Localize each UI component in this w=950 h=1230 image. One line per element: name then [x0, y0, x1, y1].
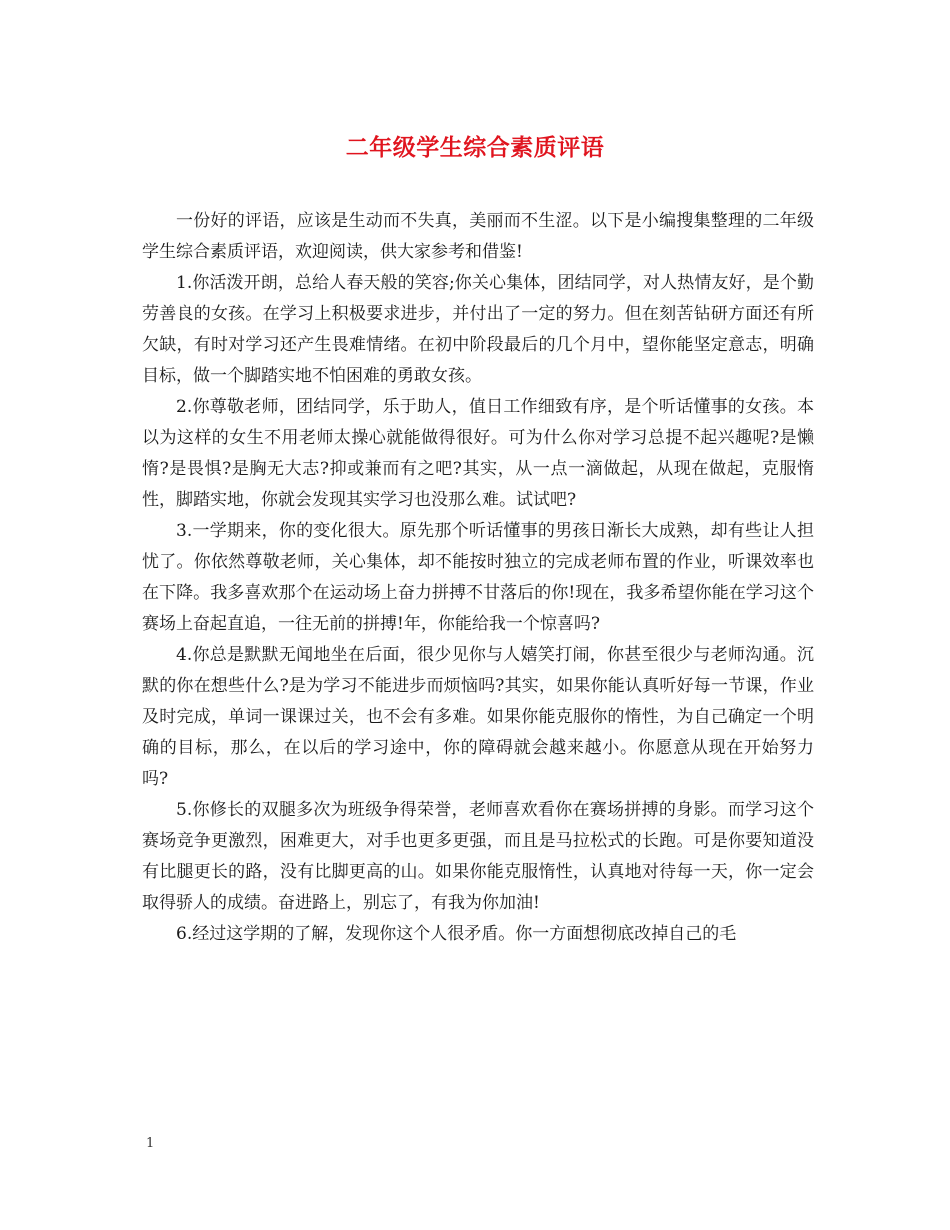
comment-paragraph-2: 2.你尊敬老师，团结同学，乐于助人，值日工作细致有序，是个听话懂事的女孩。本以为这样的女生不用老师太操心就能做得很好。可为什么你对学习总提不起兴趣呢?是懒惰?是畏惧?是胸无大志?抑或兼而有之吧?其实，从一点一滴做起，从现在做起，克服惰性，脚踏实地，你就会发现其实学习也没那么难。试试吧?: [142, 397, 814, 510]
comment-paragraph-1: 1.你活泼开朗，总给人春天般的笑容;你关心集体，团结同学，对人热情友好，是个勤劳善良的女孩。在学习上积极要求进步，并付出了一定的努力。但在刻苦钻研方面还有所欠缺，有时对学习还产生畏难情绪。在初中阶段最后的几个月中，望你能坚定意志，明确目标，做一个脚踏实地不怕困难的勇敢女孩。: [142, 273, 814, 386]
comment-paragraph-6: 6.经过这学期的了解，发现你这个人很矛盾。你一方面想彻底改掉自己的毛: [176, 924, 737, 944]
intro-paragraph: 一份好的评语，应该是生动而不失真，美丽而不生涩。以下是小编搜集整理的二年级学生综合素质评语，欢迎阅读，供大家参考和借鉴!: [142, 211, 814, 262]
page-title: 二年级学生综合素质评语: [345, 134, 605, 161]
document-body: [142, 206, 814, 950]
page-number: 1: [146, 1136, 155, 1151]
comment-paragraph-5: 5.你修长的双腿多次为班级争得荣誉，老师喜欢看你在赛场拼搏的身影。而学习这个赛场竞争更激烈，困难更大，对手也更多更强，而且是马拉松式的长跑。可是你要知道没有比腿更长的路，没有比脚更高的山。如果你能克服惰性，认真地对待每一天，你一定会取得骄人的成绩。奋进路上，别忘了，有我为你加油!: [142, 800, 814, 913]
comment-paragraph-4: 4.你总是默默无闻地坐在后面，很少见你与人嬉笑打闹，你甚至很少与老师沟通。沉默的你在想些什么?是为学习不能进步而烦恼吗?其实，如果你能认真听好每一节课，作业及时完成，单词一课课过关，也不会有多难。如果你能克服你的惰性，为自己确定一个明确的目标，那么，在以后的学习途中，你的障碍就会越来越小。你愿意从现在开始努力吗?: [142, 645, 814, 789]
comment-paragraph-3: 3.一学期来，你的变化很大。原先那个听话懂事的男孩日渐长大成熟，却有些让人担忧了。你依然尊敬老师，关心集体，却不能按时独立的完成老师布置的作业，听课效率也在下降。我多喜欢那个在运动场上奋力拼搏不甘落后的你!现在，我多希望你能在学习这个赛场上奋起直追，一往无前的拼搏!年，你能给我一个惊喜吗?: [142, 521, 814, 634]
